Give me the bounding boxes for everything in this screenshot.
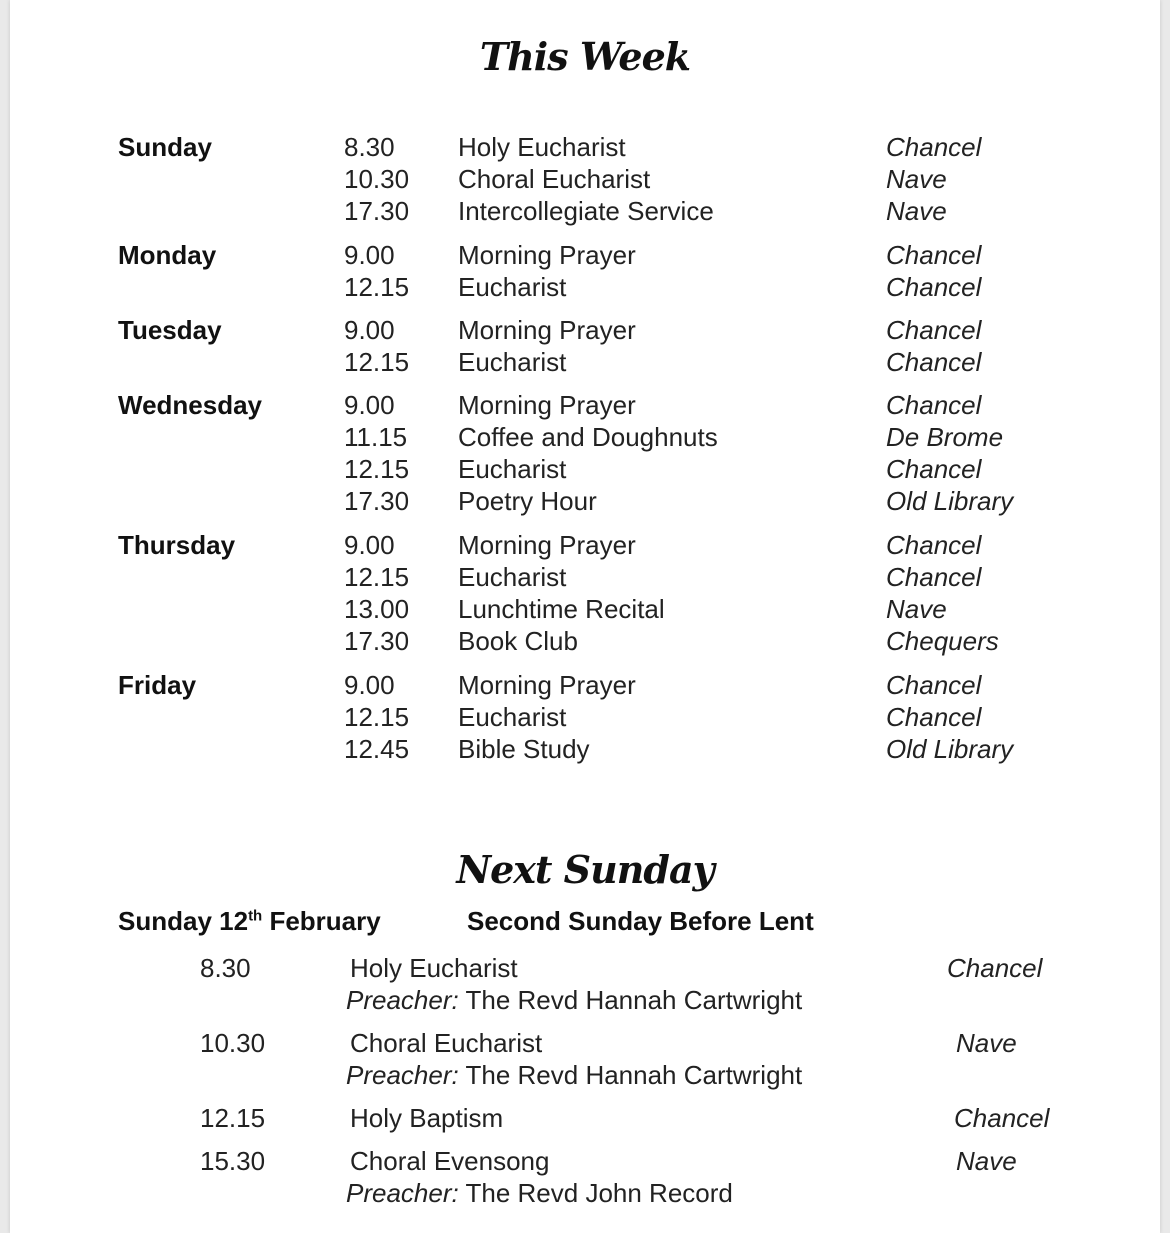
schedule-row bbox=[10, 315, 1160, 347]
service-time: 10.30 bbox=[200, 1028, 266, 1058]
event-time: 9.00 bbox=[344, 390, 395, 420]
event-location: Chancel bbox=[886, 347, 982, 377]
day-label-thursday: Thursday bbox=[118, 530, 236, 560]
event-service: Eucharist bbox=[458, 702, 567, 732]
event-time: 17.30 bbox=[344, 626, 410, 656]
this-week-heading: This Week bbox=[479, 34, 691, 79]
schedule-row bbox=[10, 594, 1160, 626]
service-name: Holy Eucharist bbox=[350, 953, 518, 983]
service-location: Chancel bbox=[947, 953, 1043, 983]
event-time: 9.00 bbox=[344, 240, 395, 270]
event-time: 12.45 bbox=[344, 734, 410, 764]
event-time: 9.00 bbox=[344, 530, 395, 560]
date-month: February bbox=[262, 906, 381, 936]
preacher-line bbox=[346, 985, 802, 1016]
event-time: 12.15 bbox=[344, 454, 410, 484]
event-location: Nave bbox=[886, 594, 947, 624]
schedule-row bbox=[10, 734, 1160, 766]
service-sheet-page bbox=[10, 0, 1160, 1233]
next-sunday-service-row bbox=[10, 1103, 1160, 1135]
event-service: Eucharist bbox=[458, 454, 567, 484]
event-service: Morning Prayer bbox=[458, 240, 636, 270]
event-service: Eucharist bbox=[458, 272, 567, 302]
event-service: Morning Prayer bbox=[458, 670, 636, 700]
schedule-row bbox=[10, 670, 1160, 702]
schedule-row bbox=[10, 422, 1160, 454]
event-service: Holy Eucharist bbox=[458, 132, 626, 162]
service-name: Holy Baptism bbox=[350, 1103, 504, 1133]
day-label-friday: Friday bbox=[118, 670, 197, 700]
next-sunday-service-row bbox=[10, 1146, 1160, 1178]
date-prefix: Sunday 12 bbox=[118, 906, 249, 936]
event-location: Chancel bbox=[886, 670, 982, 700]
event-service: Eucharist bbox=[458, 347, 567, 377]
event-location: Chancel bbox=[886, 530, 982, 560]
event-time: 8.30 bbox=[344, 132, 395, 162]
event-time: 9.00 bbox=[344, 670, 395, 700]
preacher-name: The Revd Hannah Cartwright bbox=[465, 1060, 803, 1090]
event-service: Bible Study bbox=[458, 734, 590, 764]
preacher-name: The Revd Hannah Cartwright bbox=[465, 985, 803, 1015]
event-location: Nave bbox=[886, 196, 947, 226]
event-service: Book Club bbox=[458, 626, 578, 656]
day-label-sunday: Sunday bbox=[118, 132, 212, 162]
preacher-name: The Revd John Record bbox=[465, 1178, 733, 1208]
event-time: 17.30 bbox=[344, 196, 410, 226]
event-location: Chancel bbox=[886, 562, 982, 592]
event-time: 9.00 bbox=[344, 315, 395, 345]
service-location: Nave bbox=[956, 1146, 1017, 1176]
service-time: 15.30 bbox=[200, 1146, 266, 1176]
preacher-label: Preacher: bbox=[346, 1178, 459, 1208]
event-location: Nave bbox=[886, 164, 947, 194]
event-service: Intercollegiate Service bbox=[458, 196, 714, 226]
next-sunday-service-row bbox=[10, 1028, 1160, 1060]
event-location: Chancel bbox=[886, 390, 982, 420]
event-location: Old Library bbox=[886, 734, 1014, 764]
event-time: 17.30 bbox=[344, 486, 410, 516]
event-time: 12.15 bbox=[344, 562, 410, 592]
schedule-row bbox=[10, 626, 1160, 658]
schedule-row bbox=[10, 272, 1160, 304]
next-sunday-heading: Next Sunday bbox=[456, 847, 714, 892]
schedule-row bbox=[10, 530, 1160, 562]
event-location: Chancel bbox=[886, 272, 982, 302]
schedule-row bbox=[10, 390, 1160, 422]
event-service: Lunchtime Recital bbox=[458, 594, 665, 624]
schedule-row bbox=[10, 486, 1160, 518]
next-sunday-service-row bbox=[10, 953, 1160, 985]
event-service: Morning Prayer bbox=[458, 315, 636, 345]
service-name: Choral Eucharist bbox=[350, 1028, 543, 1058]
event-location: Chancel bbox=[886, 454, 982, 484]
schedule-row bbox=[10, 240, 1160, 272]
event-time: 12.15 bbox=[344, 702, 410, 732]
service-time: 8.30 bbox=[200, 953, 251, 983]
schedule-row bbox=[10, 132, 1160, 164]
event-time: 12.15 bbox=[344, 347, 410, 377]
preacher-line bbox=[346, 1060, 802, 1091]
event-service: Morning Prayer bbox=[458, 530, 636, 560]
day-label-tuesday: Tuesday bbox=[118, 315, 222, 345]
event-time: 13.00 bbox=[344, 594, 410, 624]
schedule-row bbox=[10, 702, 1160, 734]
day-label-wednesday: Wednesday bbox=[118, 390, 263, 420]
event-service: Eucharist bbox=[458, 562, 567, 592]
service-time: 12.15 bbox=[200, 1103, 266, 1133]
next-sunday-occasion: Second Sunday Before Lent bbox=[467, 906, 814, 936]
service-location: Chancel bbox=[954, 1103, 1050, 1133]
schedule-row bbox=[10, 164, 1160, 196]
event-location: Chancel bbox=[886, 315, 982, 345]
preacher-line bbox=[346, 1178, 733, 1209]
preacher-label: Preacher: bbox=[346, 1060, 459, 1090]
event-time: 11.15 bbox=[344, 422, 408, 452]
event-location: Chequers bbox=[886, 626, 999, 656]
event-service: Morning Prayer bbox=[458, 390, 636, 420]
date-ordinal-suffix: th bbox=[248, 907, 263, 925]
service-name: Choral Evensong bbox=[350, 1146, 550, 1176]
schedule-row bbox=[10, 454, 1160, 486]
event-time: 12.15 bbox=[344, 272, 410, 302]
event-service: Poetry Hour bbox=[458, 486, 597, 516]
next-sunday-date bbox=[118, 906, 381, 937]
service-location: Nave bbox=[956, 1028, 1017, 1058]
schedule-row bbox=[10, 196, 1160, 228]
schedule-row bbox=[10, 562, 1160, 594]
preacher-label: Preacher: bbox=[346, 985, 459, 1015]
event-service: Coffee and Doughnuts bbox=[458, 422, 718, 452]
event-time: 10.30 bbox=[344, 164, 410, 194]
event-location: Chancel bbox=[886, 132, 982, 162]
event-location: De Brome bbox=[886, 422, 1004, 452]
schedule-row bbox=[10, 347, 1160, 379]
event-location: Chancel bbox=[886, 702, 982, 732]
event-service: Choral Eucharist bbox=[458, 164, 651, 194]
event-location: Old Library bbox=[886, 486, 1014, 516]
day-label-monday: Monday bbox=[118, 240, 217, 270]
event-location: Chancel bbox=[886, 240, 982, 270]
